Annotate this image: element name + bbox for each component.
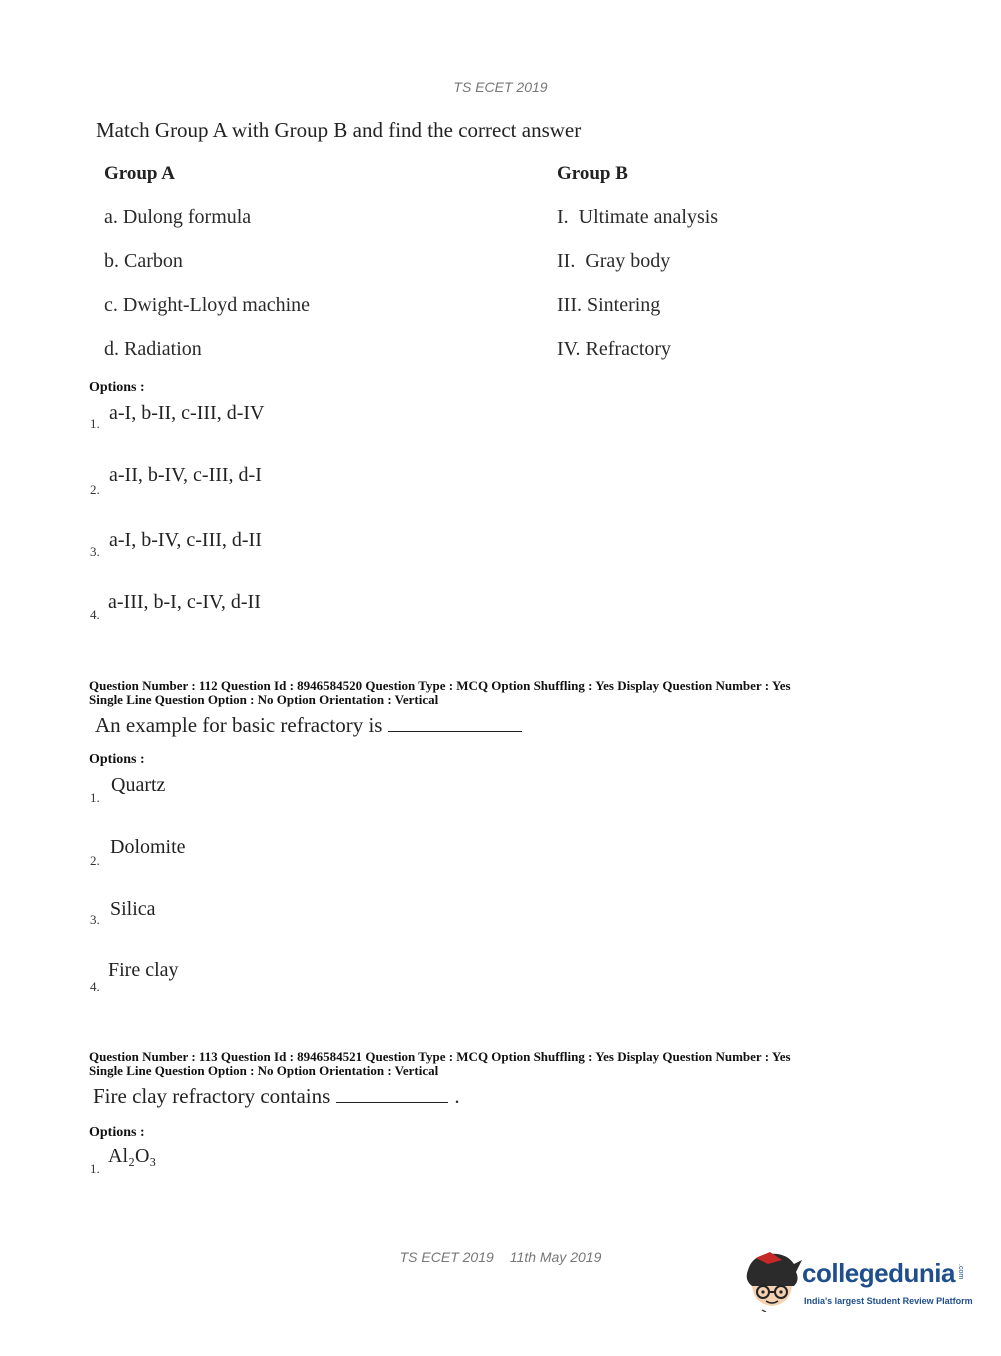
options-label: Options : bbox=[89, 380, 145, 395]
q113-text-content: Fire clay refractory contains bbox=[93, 1084, 331, 1108]
option-text[interactable]: Silica bbox=[110, 898, 156, 920]
group-b-item: III. Sintering bbox=[557, 294, 661, 316]
logo-name: collegedunia bbox=[802, 1258, 955, 1288]
group-a-item: c. Dwight-Lloyd machine bbox=[104, 294, 311, 316]
collegedunia-logo[interactable] bbox=[742, 1250, 972, 1320]
group-b-item: IV. Refractory bbox=[557, 338, 672, 360]
option-number: 4. bbox=[90, 979, 100, 994]
option-text[interactable]: Dolomite bbox=[110, 836, 186, 858]
option-text[interactable]: Al₂O₃ bbox=[108, 1145, 157, 1167]
footer-exam: TS ECET 2019 bbox=[399, 1249, 494, 1265]
option-number: 3. bbox=[90, 912, 100, 927]
q113-text-end: . bbox=[454, 1084, 460, 1108]
q111-text: Match Group A with Group B and find the correct answer bbox=[96, 118, 582, 142]
q112-text-content: An example for basic refractory is bbox=[95, 713, 383, 737]
options-label: Options : bbox=[89, 1125, 145, 1140]
option-number: 1. bbox=[90, 1161, 100, 1176]
collegedunia-mascot-icon bbox=[742, 1250, 802, 1312]
option-text[interactable]: Quartz bbox=[111, 774, 166, 796]
question-meta: Single Line Question Option : No Option Orientation : Vertical bbox=[89, 1063, 439, 1078]
option-number: 1. bbox=[90, 790, 100, 805]
option-text[interactable]: a-I, b-II, c-III, d-IV bbox=[109, 402, 265, 424]
page-header: TS ECET 2019 bbox=[453, 79, 548, 95]
option-number: 1. bbox=[90, 416, 100, 431]
group-a-title: Group A bbox=[104, 163, 175, 184]
group-b-item: I. Ultimate analysis bbox=[557, 206, 719, 228]
option-number: 4. bbox=[90, 607, 100, 622]
footer-date: 11th May 2019 bbox=[509, 1249, 602, 1265]
question-meta: Question Number : 113 Question Id : 8946584521 Question Type : MCQ Option Shuffling : Yes Display Question Number : Yes bbox=[89, 1049, 791, 1064]
answer-blank bbox=[388, 715, 522, 732]
q113-text bbox=[93, 1084, 460, 1109]
logo-tagline: India's largest Student Review Platform bbox=[804, 1296, 973, 1306]
question-meta: Question Number : 112 Question Id : 8946584520 Question Type : MCQ Option Shuffling : Yes Display Question Number : Yes bbox=[89, 678, 791, 693]
options-label: Options : bbox=[89, 752, 145, 767]
question-meta: Single Line Question Option : No Option Orientation : Vertical bbox=[89, 692, 439, 707]
group-b-item: II. Gray body bbox=[557, 250, 671, 272]
option-text[interactable]: a-II, b-IV, c-III, d-I bbox=[109, 464, 262, 486]
option-number: 2. bbox=[90, 853, 100, 868]
group-a-item: b. Carbon bbox=[104, 250, 183, 272]
option-text[interactable]: Fire clay bbox=[108, 959, 179, 981]
q112-text bbox=[95, 713, 522, 738]
answer-blank bbox=[336, 1086, 448, 1103]
option-number: 2. bbox=[90, 482, 100, 497]
group-a-item: d. Radiation bbox=[104, 338, 202, 360]
group-b-title: Group B bbox=[557, 163, 628, 184]
option-text[interactable]: a-III, b-I, c-IV, d-II bbox=[108, 591, 261, 613]
group-a-item: a. Dulong formula bbox=[104, 206, 252, 228]
option-number: 3. bbox=[90, 544, 100, 559]
logo-dotcom: .com bbox=[957, 1264, 964, 1280]
option-text[interactable]: a-I, b-IV, c-III, d-II bbox=[109, 529, 262, 551]
